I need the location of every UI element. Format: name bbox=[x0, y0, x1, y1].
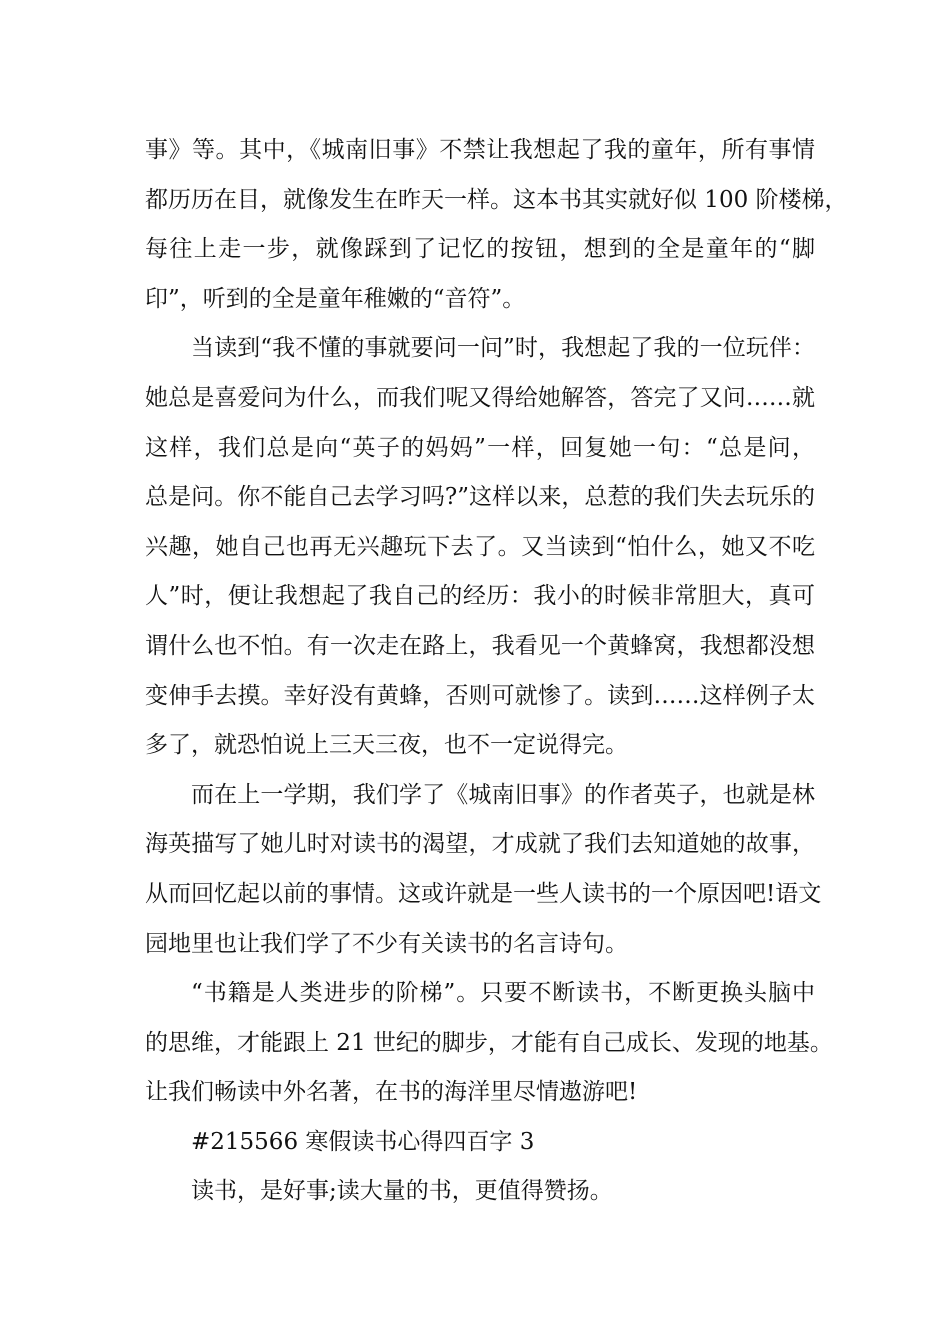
text-line: “书籍是人类进步的阶梯”。只要不断读书，不断更换头脑中 bbox=[191, 980, 815, 1007]
text-line: 印”，听到的全是童年稚嫩的“音符”。 bbox=[145, 285, 526, 312]
text-line: #215566 寒假读书心得四百字 3 bbox=[191, 1128, 535, 1155]
text-line: 让我们畅读中外名著，在书的海洋里尽情遨游吧! bbox=[145, 1079, 638, 1106]
text-line: 兴趣，她自己也再无兴趣玩下去了。又当读到“怕什么，她又不吃 bbox=[145, 533, 815, 560]
text-line: 事》等。其中，《城南旧事》不禁让我想起了我的童年，所有事情 bbox=[145, 137, 815, 163]
text-line: 园地里也让我们学了不少有关读书的名言诗句。 bbox=[145, 930, 628, 957]
text-line: 而在上一学期，我们学了《城南旧事》的作者英子，也就是林 bbox=[191, 781, 815, 808]
text-line: 人”时，便让我想起了我自己的经历：我小的时候非常胆大，真可 bbox=[145, 583, 815, 610]
text-line: 她总是喜爱问为什么，而我们呢又得给她解答，答完了又问……就 bbox=[145, 384, 815, 411]
document-body bbox=[145, 126, 848, 1217]
text-line: 都历历在目，就像发生在昨天一样。这本书其实就好似 100 阶楼梯， bbox=[145, 186, 848, 213]
text-line: 当读到“我不懂的事就要问一问”时，我想起了我的一位玩伴： bbox=[191, 335, 815, 362]
text-line: 读书，是好事;读大量的书，更值得赞扬。 bbox=[191, 1178, 613, 1205]
text-line: 多了，就恐怕说上三天三夜，也不一定说得完。 bbox=[145, 732, 628, 759]
text-line: 海英描写了她儿时对读书的渴望，才成就了我们去知道她的故事， bbox=[145, 831, 815, 858]
text-line: 变伸手去摸。幸好没有黄蜂，否则可就惨了。读到……这样例子太 bbox=[145, 682, 815, 709]
text-line: 谓什么也不怕。有一次走在路上，我看见一个黄蜂窝，我想都没想 bbox=[145, 632, 815, 659]
text-line: 的思维，才能跟上 21 世纪的脚步，才能有自己成长、发现的地基。 bbox=[145, 1029, 833, 1056]
text-line: 总是问。你不能自己去学习吗?”这样以来，总惹的我们失去玩乐的 bbox=[145, 484, 815, 511]
text-line: 每往上走一步，就像踩到了记忆的按钮，想到的全是童年的“脚 bbox=[145, 236, 815, 263]
text-line: 这样，我们总是向“英子的妈妈”一样，回复她一句：“总是问， bbox=[145, 434, 815, 461]
text-line: 从而回忆起以前的事情。这或许就是一些人读书的一个原因吧!语文 bbox=[145, 880, 822, 907]
